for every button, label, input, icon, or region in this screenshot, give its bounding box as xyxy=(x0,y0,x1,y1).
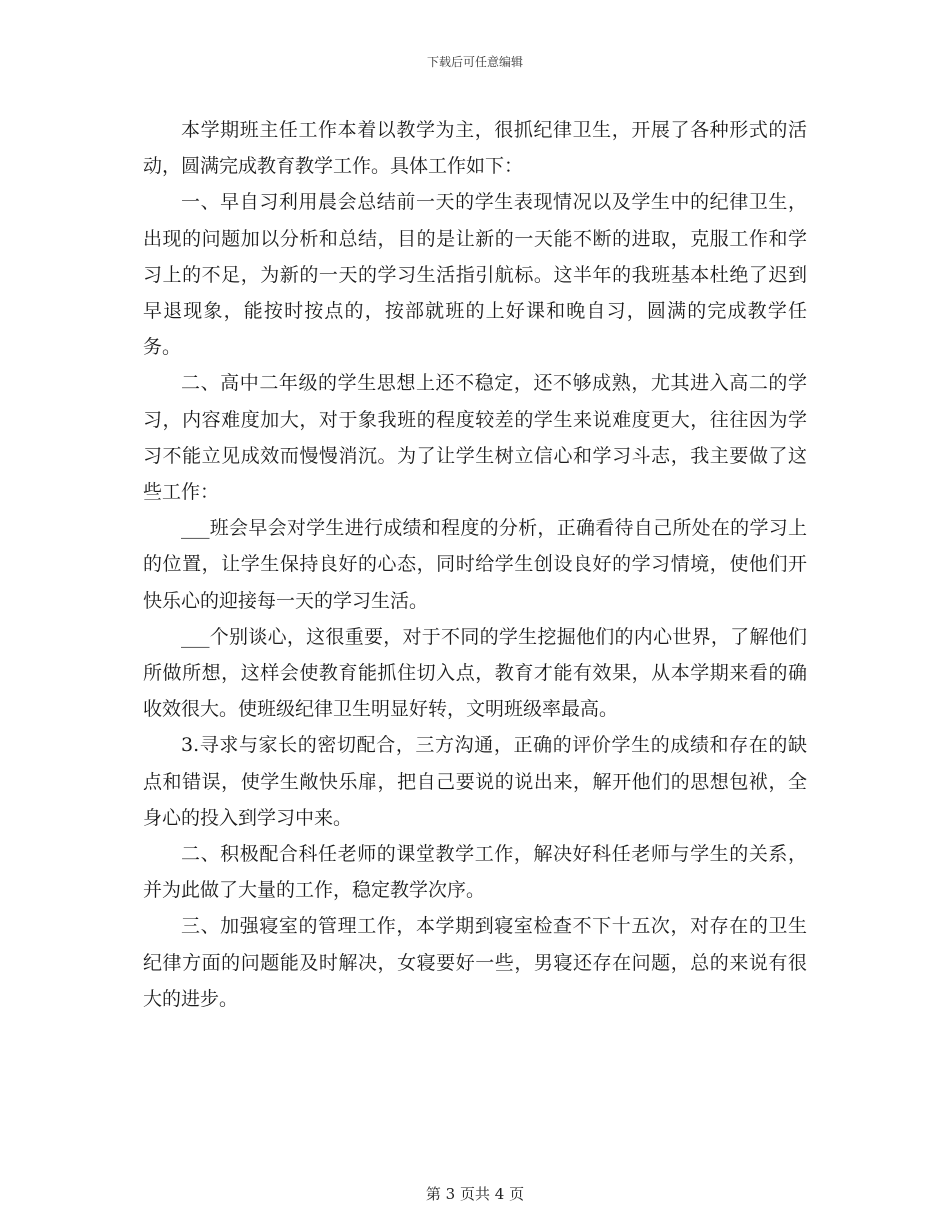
document-body xyxy=(143,112,807,1017)
paragraph-teacher-cooperation: 二、积极配合科任老师的课堂教学工作，解决好科任老师与学生的关系，并为此做了大量的工作，稳定教学次序。 xyxy=(143,843,807,902)
paragraph-intro: 本学期班主任工作本着以教学为主，很抓纪律卫生，开展了各种形式的活动，圆满完成教育教学工作。具体工作如下： xyxy=(143,119,807,178)
page-number: 第 3 页共 4 页 xyxy=(425,1185,525,1203)
paragraph-individual-talk: ___个别谈心，这很重要，对于不同的学生挖掘他们的内心世界，了解他们所做所想，这样会使教育能抓住切入点，教育才能有效果，从本学期来看的确收效很大。使班级纪律卫生明显好转，文明班级率最高。 xyxy=(143,625,807,721)
paragraph-class-meeting: ___班会早会对学生进行成绩和程度的分析，正确看待自己所处在的学习上的位置，让学生保持良好的心态，同时给学生创设良好的学习情境，使他们开快乐心的迎接每一天的学习生活。 xyxy=(143,517,807,612)
paragraph-parent-cooperation: 3.寻求与家长的密切配合，三方沟通，正确的评价学生的成绩和存在的缺点和错误，使学生敞快乐扉，把自己要说的说出来，解开他们的思想包袱，全身心的投入到学习中来。 xyxy=(143,734,807,829)
paragraph-dorm-management: 三、加强寝室的管理工作，本学期到寝室检查不下十五次，对存在的卫生纪律方面的问题能及时解决，女寝要好一些，男寝还存在问题，总的来说有很大的进步。 xyxy=(143,915,807,1010)
paragraph-student-mindset: 二、高中二年级的学生思想上还不稳定，还不够成熟，尤其进入高二的学习，内容难度加大，对于象我班的程度较差的学生来说难度更大，往往因为学习不能立见成效而慢慢消沉。为了让学生树立信心和学习斗志，我主要做了这些工作： xyxy=(143,372,807,504)
paragraph-morning-study: 一、早自习利用晨会总结前一天的学生表现情况以及学生中的纪律卫生，出现的问题加以分析和总结，目的是让新的一天能不断的进取，克服工作和学习上的不足，为新的一天的学习生活指引航标。这半年的我班基本杜绝了迟到早退现象，能按时按点的，按部就班的上好课和晚自习，圆满的完成教学任务。 xyxy=(143,191,807,359)
page-header: 下载后可任意编辑 xyxy=(426,55,523,69)
